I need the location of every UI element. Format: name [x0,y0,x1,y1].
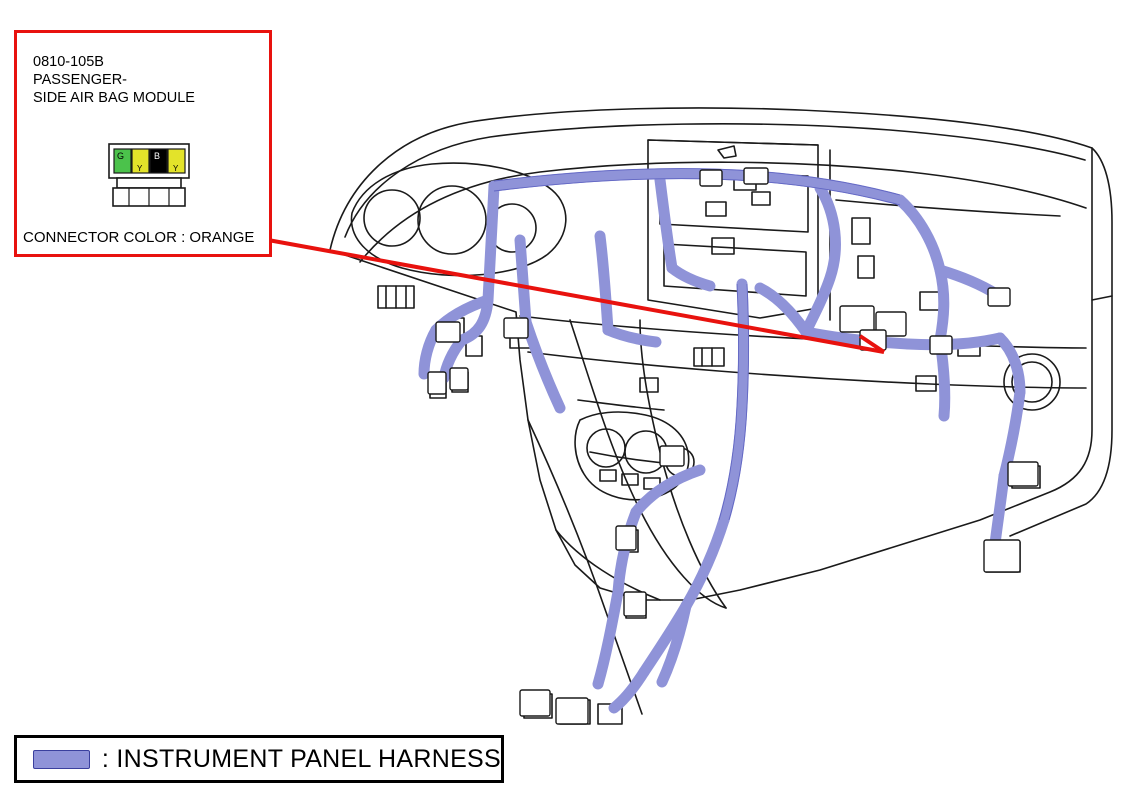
connector-color-label: CONNECTOR COLOR : ORANGE [23,229,255,246]
svg-text:Y: Y [173,164,179,173]
legend [14,735,504,783]
svg-text:B: B [154,151,161,161]
connector-pictogram-icon [103,140,195,222]
callout-name-line2: SIDE AIR BAG MODULE [33,90,195,106]
callout-name-line1: PASSENGER- [33,72,128,88]
callout-box-air-bag-module [14,30,272,257]
legend-label-harness: : INSTRUMENT PANEL HARNESS [101,744,501,773]
legend-swatch-harness [33,750,90,769]
callout-part-number: 0810-105B [33,54,104,70]
svg-text:Y: Y [137,164,143,173]
svg-text:G: G [117,151,125,161]
